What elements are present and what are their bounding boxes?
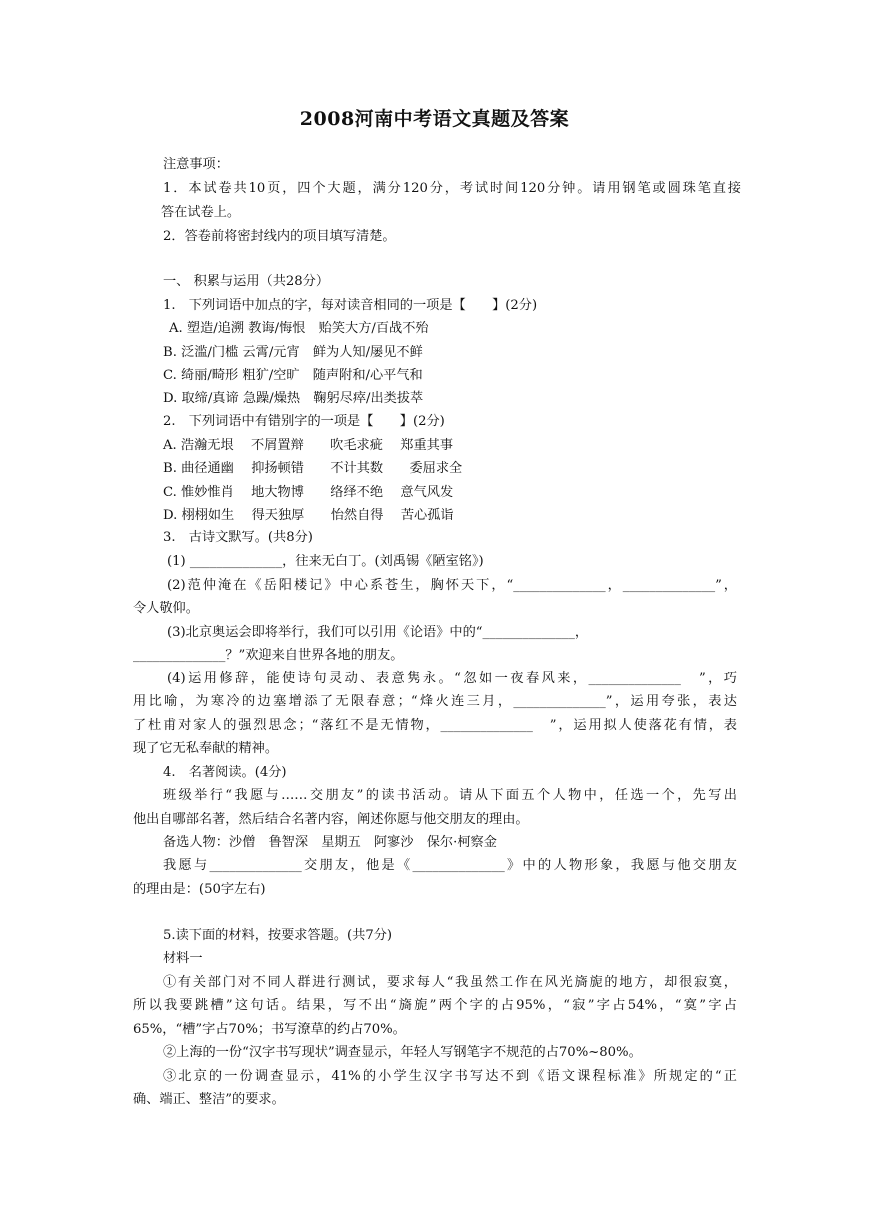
question-5: 5.读下面的材料，按要求答题。(共7分) <box>163 928 393 943</box>
q3-part-4-cont-1: 用比喻，为寒冷的边塞增添了无限春意；“烽火连三月，______________”，运用夸张，表达 <box>133 694 737 709</box>
question-4: 4. 名著阅读。(4分) <box>163 765 287 780</box>
document-title: 2008河南中考语文真题及答案 <box>299 108 570 130</box>
q4-text-2: 他出自哪部名著，然后结合名著内容，阐述你愿与他交朋友的理由。 <box>133 812 529 827</box>
material-1-item-1-cont-2: 65%，“槽”字占70%；书写潦草的约占70%。 <box>133 1022 406 1037</box>
question-3: 3. 古诗文默写。(共8分) <box>163 530 313 545</box>
notice-item-1-cont: 答在试卷上。 <box>161 205 241 220</box>
q1-option-b: B. 泛滥/门槛 云霄/元宵 鲜为人知/屡见不鲜 <box>163 345 423 360</box>
q3-part-3: (3)北京奥运会即将举行，我们可以引用《论语》中的“______________， <box>167 625 589 640</box>
material-1-item-1-cont: 所以我要跳槽”这句话。结果，写不出“旖旎”两个字的占95%，“寂”字占54%，“寞”字占 <box>133 998 737 1013</box>
q4-answer-prompt: 我愿与______________交朋友，他是《______________》中的人物形象，我愿与他交朋友 <box>163 858 737 873</box>
question-1: 1. 下列词语中加点的字，每对读音相同的一项是【 】(2分) <box>163 298 538 313</box>
q4-text-1: 班级举行“我愿与……交朋友”的读书活动。请从下面五个人物中，任选一个，先写出 <box>163 788 737 803</box>
section-1-heading: 一、 积累与运用（共28分） <box>163 274 330 289</box>
q3-part-3-cont: ______________？”欢迎来自世界各地的朋友。 <box>133 648 404 663</box>
material-1-item-2: ②上海的一份“汉字书写现状”调查显示，年轻人写钢笔字不规范的占70%~80%。 <box>163 1045 642 1060</box>
q3-part-4-cont-3: 现了它无私奉献的精神。 <box>133 741 279 756</box>
q3-part-1: (1) ______________，往来无白丁。(刘禹锡《陋室铭》) <box>167 554 484 569</box>
q3-part-2: (2)范仲淹在《岳阳楼记》中心系苍生，胸怀天下，“______________，______________”， <box>167 578 737 593</box>
material-1-item-1: ①有关部门对不同人群进行测试，要求每人“我虽然工作在风光旖旎的地方，却很寂寞， <box>163 975 737 990</box>
q1-option-a: A. 塑造/追溯 教诲/悔恨 贻笑大方/百战不殆 <box>169 321 429 336</box>
q1-option-d: D. 取缔/真谛 急躁/燥热 鞠躬尽瘁/出类拔萃 <box>163 391 424 406</box>
q3-part-2-cont: 令人敬仰。 <box>133 601 199 616</box>
q4-candidates: 备选人物：沙僧 鲁智深 星期五 阿寥沙 保尔·柯察金 <box>163 835 497 850</box>
q2-option-a: A. 浩瀚无垠 不屑置辩 吹毛求疵 郑重其事 <box>163 438 454 453</box>
q4-answer-prompt-cont: 的理由是：(50字左右) <box>133 882 266 897</box>
notice-item-2: 2．答卷前将密封线内的项目填写清楚。 <box>163 229 396 244</box>
question-2: 2. 下列词语中有错别字的一项是【 】(2分) <box>163 414 445 429</box>
q2-option-d: D. 栩栩如生 得天独厚 怡然自得 苦心孤诣 <box>163 508 454 523</box>
q2-option-b: B. 曲径通幽 抑扬顿错 不计其数 委屈求全 <box>163 461 463 476</box>
material-1-item-3: ③北京的一份调查显示，41%的小学生汉字书写达不到《语文课程标准》所规定的“正 <box>163 1069 737 1084</box>
material-1-heading: 材料一 <box>163 951 203 966</box>
notice-heading: 注意事项： <box>163 157 229 172</box>
notice-item-1: 1．本试卷共10页，四个大题，满分120分，考试时间120分钟。请用钢笔或圆珠笔直接 <box>163 181 741 196</box>
q1-option-c: C. 绮丽/畸形 粗犷/空旷 随声附和/心平气和 <box>163 368 423 383</box>
material-1-item-3-cont: 确、端正、整洁”的要求。 <box>133 1092 285 1107</box>
q3-part-4: (4)运用修辞，能使诗句灵动、表意隽永。“忽如一夜春风来，______________ ”，巧 <box>167 671 737 686</box>
q3-part-4-cont-2: 了杜甫对家人的强烈思念；“落红不是无情物，______________ ”，运用拟人使落花有情，表 <box>133 718 737 733</box>
q2-option-c: C. 惟妙惟肖 地大物博 络绎不绝 意气风发 <box>163 485 454 500</box>
